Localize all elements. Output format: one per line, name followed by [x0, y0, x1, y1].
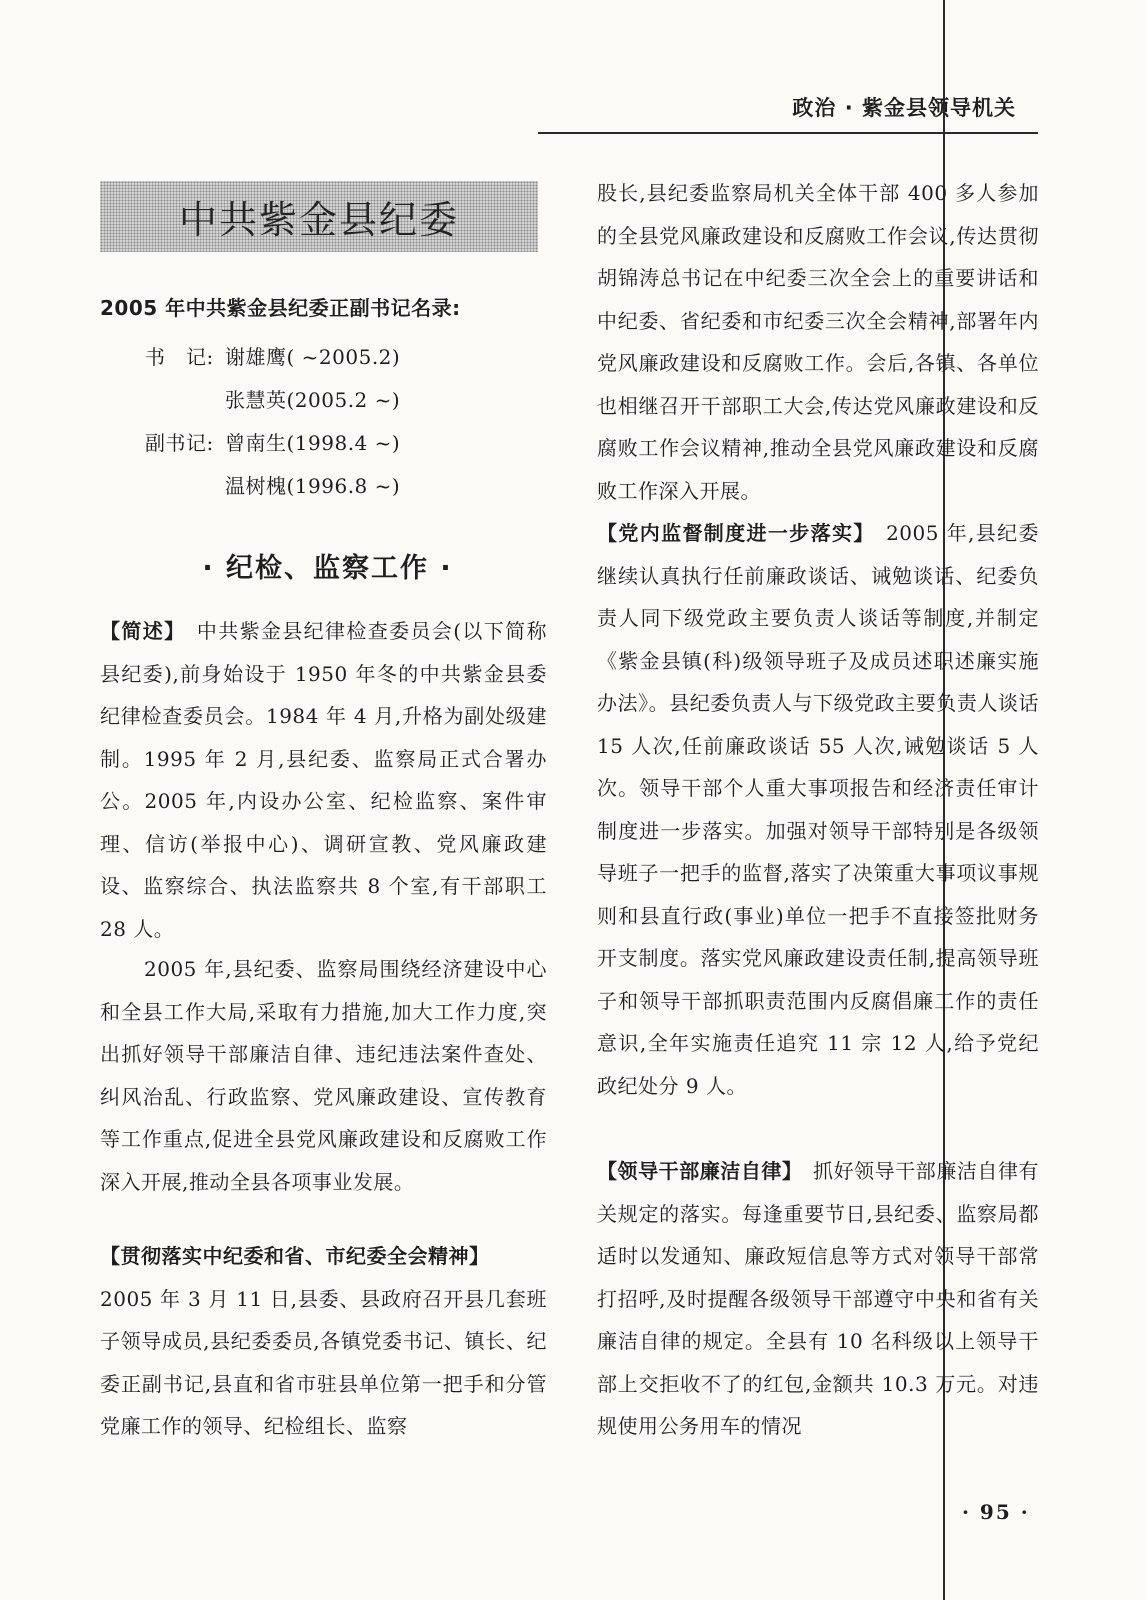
chapter-title-box [100, 181, 538, 252]
supervision-text: 2005 年,县纪委继续认真执行任前廉政谈话、诫勉谈话、纪委负责人同下级党政主要负责人谈话等制度,并制定《紫金县镇(科)级领导班子及成员述职述廉实施办法》。县纪委负责人与下级党政主要负责人谈话 15 人次,任前廉政谈话 55 人次,诫勉谈话 5 人次。领导干部个人重大事项报告和经济责任审计制度进一步落实。加强对领导干部特别是各级领导班子一把手的监督,落实了决策重大事项议事规则和县直行政(事业)单位一把手不直接签批财务开支制度。落实党风廉政建设责任制,提高领导班子和领导干部抓职责范围内反腐倡廉工作的责任意识,全年实施责任追究 11 宗 12 人,给予党纪政纪处分 9 人。 [597, 521, 1040, 1098]
selfdiscipline-tag: 【领导干部廉洁自律】 [597, 1159, 793, 1183]
running-header: 政治 · 紫金县领导机关 [538, 92, 1038, 134]
roster-deputy-1: 曾南生(1998.4 ~) [225, 431, 401, 455]
continued-text: 股长,县纪委监察局机关全体干部 400 多人参加的全县党风廉政建设和反腐败工作会议,传达贯彻胡锦涛总书记在中纪委三次全会上的重要讲话和中纪委、省纪委和市纪委三次全会精神,部署年内党风廉政建设和反腐败工作。会后,各镇、各单位也相继召开干部职工大会,传达党风廉政建设和反腐败工作会议精神,推动全县党风廉政建设和反腐败工作深入开展。 [597, 181, 1039, 503]
overview-text: 中共紫金县纪律检查委员会(以下简称县纪委),前身始设于 1950 年冬的中共紫金县委纪律检查委员会。1984 年 4 月,升格为副处级建制。1995 年 2 月,县纪委、监察局正式合署办公。2005 年,内设办公室、纪检监察、案件审理、信访(举报中心)、调研宣教、党风廉政建设、监察综合、执法监察共 8 个室,有干部职工 28 人。 [100, 619, 547, 941]
page-number: · 95 · [962, 1500, 1030, 1524]
overview-tag: 【简述】 [100, 619, 176, 643]
implement-paragraph [100, 1235, 547, 1448]
roster-deputy-label: 副书记: [145, 431, 214, 455]
chapter-title: 中共紫金县纪委 [178, 198, 459, 242]
roster-heading: 2005 年中共紫金县纪委正副书记名录: [100, 296, 461, 320]
roster-deputy-2: 温树槐(1996.8 ~) [225, 474, 401, 498]
summary-text: 2005 年,县纪委、监察局围绕经济建设中心和全县工作大局,采取有力措施,加大工作力度,突出抓好领导干部廉洁自律、违纪违法案件查处、纠风治乱、行政监察、党风廉政建设、宣传教育等工作重点,促进全县党风廉政建设和反腐败工作深入开展,推动全县各项事业发展。 [100, 957, 547, 1194]
implement-text: 2005 年 3 月 11 日,县委、县政府召开县几套班子领导成员,县纪委委员,各镇党委书记、镇长、纪委正副书记,县直和省市驻县单位第一把手和分管党廉工作的领导、纪检组长、监察 [100, 1286, 547, 1438]
overview-paragraph [100, 610, 547, 950]
roster-secretary-2: 张慧英(2005.2 ~) [225, 388, 401, 412]
summary-paragraph [100, 948, 547, 1203]
roster-secretary-label: 书 记: [145, 345, 214, 369]
implement-tag: 【贯彻落实中纪委和省、市纪委全会精神】 [100, 1244, 490, 1268]
roster-secretary-1: 谢雄鹰( ~2005.2) [225, 345, 401, 369]
supervision-tag: 【党内监督制度进一步落实】 [597, 521, 865, 545]
supervision-paragraph [597, 512, 1039, 1107]
selfdiscipline-paragraph [597, 1150, 1039, 1448]
selfdiscipline-text: 抓好领导干部廉洁自律有关规定的落实。每逢重要节日,县纪委、监察局都适时以发通知、廉政短信息等方式对领导干部常打招呼,及时提醒各级领导干部遵守中央和省有关廉洁自律的规定。全县有 10 名科级以上领导干部上交拒收不了的红包,金额共 10.3 万元。对违规使用公务用车的情况 [597, 1159, 1040, 1438]
continued-paragraph [597, 172, 1039, 512]
section-heading: · 纪检、监察工作 · [202, 553, 453, 584]
